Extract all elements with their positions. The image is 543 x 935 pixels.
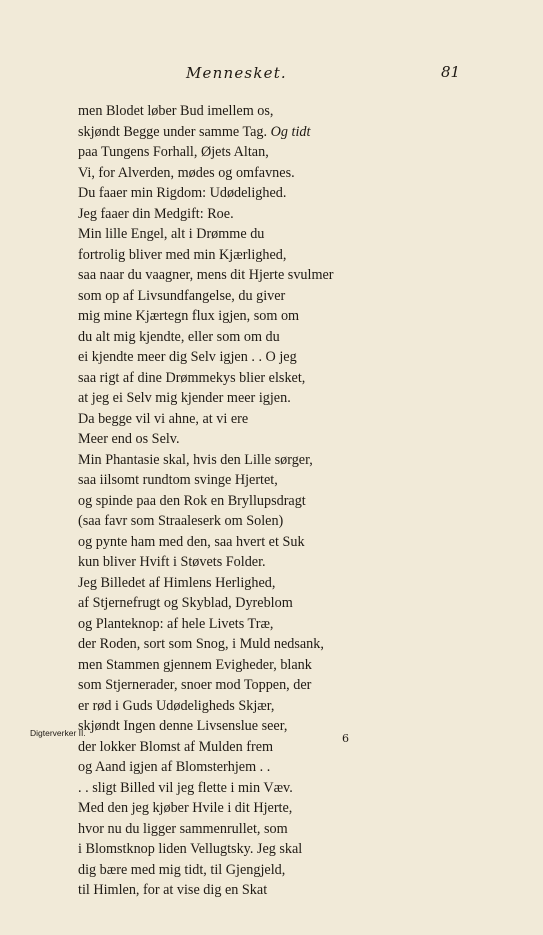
- poem-line: [78, 614, 518, 635]
- poem-line-text: . . sligt Billed vil jeg flette i min Væv.: [78, 779, 293, 796]
- poem-line-text: hvor nu du ligger sammenrullet, som: [78, 820, 288, 837]
- poem-line: [78, 511, 518, 532]
- poem-line: [78, 409, 518, 430]
- poem-line-italic-tail: Og tidt: [270, 123, 311, 140]
- poem-line: [78, 122, 518, 143]
- page-number: 81: [441, 63, 461, 81]
- poem-line-text: (saa favr som Straaleserk om Solen): [78, 513, 284, 529]
- poem-line: [78, 675, 518, 696]
- poem-line-text: og spinde paa den Rok en Bryllupsdragt: [78, 492, 306, 509]
- poem-line: [78, 532, 518, 553]
- poem-line: [78, 716, 518, 737]
- poem-line: [78, 163, 518, 184]
- signature-mark: Digterverker II.: [30, 728, 86, 738]
- poem-line-text: Meer end os Selv.: [78, 431, 180, 447]
- poem-line-text: som op af Livsundfangelse, du giver: [78, 287, 286, 304]
- poem-line: [78, 101, 518, 122]
- sheet-number: 6: [342, 732, 349, 745]
- poem-line-text: saa naar du vaagner, mens dit Hjerte svulmer: [78, 267, 334, 283]
- poem-line-text: skjøndt Begge under samme Tag.: [78, 123, 268, 140]
- poem-line-text: af Stjernefrugt og Skyblad, Dyreblom: [78, 595, 293, 611]
- poem-line-text: Med den jeg kjøber Hvile i dit Hjerte,: [78, 800, 293, 816]
- poem-line-text: og Aand igjen af Blomsterhjem . .: [78, 759, 271, 775]
- poem-line: [78, 388, 518, 409]
- poem-line: [78, 552, 518, 573]
- poem-line: [78, 450, 518, 471]
- poem-line-text: til Himlen, for at vise dig en Skat: [78, 882, 268, 898]
- poem-line-text: ei kjendte meer dig Selv igjen . . O jeg: [78, 349, 297, 365]
- poem-line-text: Da begge vil vi ahne, at vi ere: [78, 410, 249, 427]
- poem-line-text: kun bliver Hvift i Støvets Folder.: [78, 554, 266, 570]
- poem-line: [78, 860, 518, 881]
- poem-line-text: du alt mig kjendte, eller som om du: [78, 328, 280, 345]
- poem-line-text: som Stjernerader, snoer mod Toppen, der: [78, 677, 312, 693]
- poem-line: [78, 634, 518, 655]
- poem-line: [78, 757, 518, 778]
- poem-line: [78, 593, 518, 614]
- poem-line-text: Du faaer min Rigdom: Udødelighed.: [78, 185, 287, 201]
- poem-line-text: i Blomstknop liden Vellugtsky. Jeg skal: [78, 841, 303, 857]
- poem-line-text: men Blodet løber Bud imellem os,: [78, 103, 274, 119]
- poem-line-text: skjøndt Ingen denne Livsenslue seer,: [78, 718, 288, 734]
- poem-line: [78, 306, 518, 327]
- poem-line-text: paa Tungens Forhall, Øjets Altan,: [78, 144, 269, 160]
- poem-line: [78, 655, 518, 676]
- poem-line: [78, 347, 518, 368]
- running-title: Mennesket.: [186, 64, 287, 82]
- poem-line: [78, 798, 518, 819]
- poem-line: [78, 327, 518, 348]
- poem-line: [78, 880, 518, 901]
- poem-line-text: Jeg faaer din Medgift: Roe.: [78, 205, 234, 222]
- poem-line-text: og Planteknop: af hele Livets Træ,: [78, 615, 274, 632]
- poem-line-text: er rød i Guds Udødeligheds Skjær,: [78, 697, 275, 714]
- poem-line-text: der Roden, sort som Snog, i Muld nedsank,: [78, 636, 324, 652]
- poem-line: [78, 142, 518, 163]
- poem-line: [78, 696, 518, 717]
- poem-line: [78, 368, 518, 389]
- poem-line: [78, 265, 518, 286]
- poem-line-text: dig bære med mig tidt, til Gjengjeld,: [78, 861, 286, 878]
- poem-line: [78, 286, 518, 307]
- poem-line-text: fortrolig bliver med min Kjærlighed,: [78, 246, 287, 263]
- poem-line: [78, 183, 518, 204]
- poem-text: [78, 101, 518, 901]
- poem-line: [78, 839, 518, 860]
- poem-line-text: men Stammen gjennem Evigheder, blank: [78, 656, 312, 673]
- poem-line-text: der lokker Blomst af Mulden frem: [78, 738, 274, 755]
- poem-line-text: Min Phantasie skal, hvis den Lille sørger,: [78, 451, 313, 468]
- poem-line: [78, 470, 518, 491]
- poem-line-text: mig mine Kjærtegn flux igjen, som om: [78, 308, 300, 324]
- poem-line: [78, 778, 518, 799]
- poem-line: [78, 429, 518, 450]
- poem-line: [78, 491, 518, 512]
- poem-line-text: at jeg ei Selv mig kjender meer igjen.: [78, 390, 291, 406]
- poem-line-text: saa rigt af dine Drømmekys blier elsket,: [78, 369, 306, 386]
- poem-line: [78, 819, 518, 840]
- poem-line: [78, 204, 518, 225]
- poem-line-text: saa iilsomt rundtom svinge Hjertet,: [78, 472, 278, 488]
- poem-line: [78, 737, 518, 758]
- poem-line-text: Min lille Engel, alt i Drømme du: [78, 226, 265, 242]
- poem-line: [78, 224, 518, 245]
- poem-line-text: Jeg Billedet af Himlens Herlighed,: [78, 574, 276, 591]
- poem-line: [78, 573, 518, 594]
- poem-line-text: Vi, for Alverden, mødes og omfavnes.: [78, 164, 295, 181]
- poem-line-text: og pynte ham med den, saa hvert et Suk: [78, 533, 305, 550]
- poem-line: [78, 245, 518, 266]
